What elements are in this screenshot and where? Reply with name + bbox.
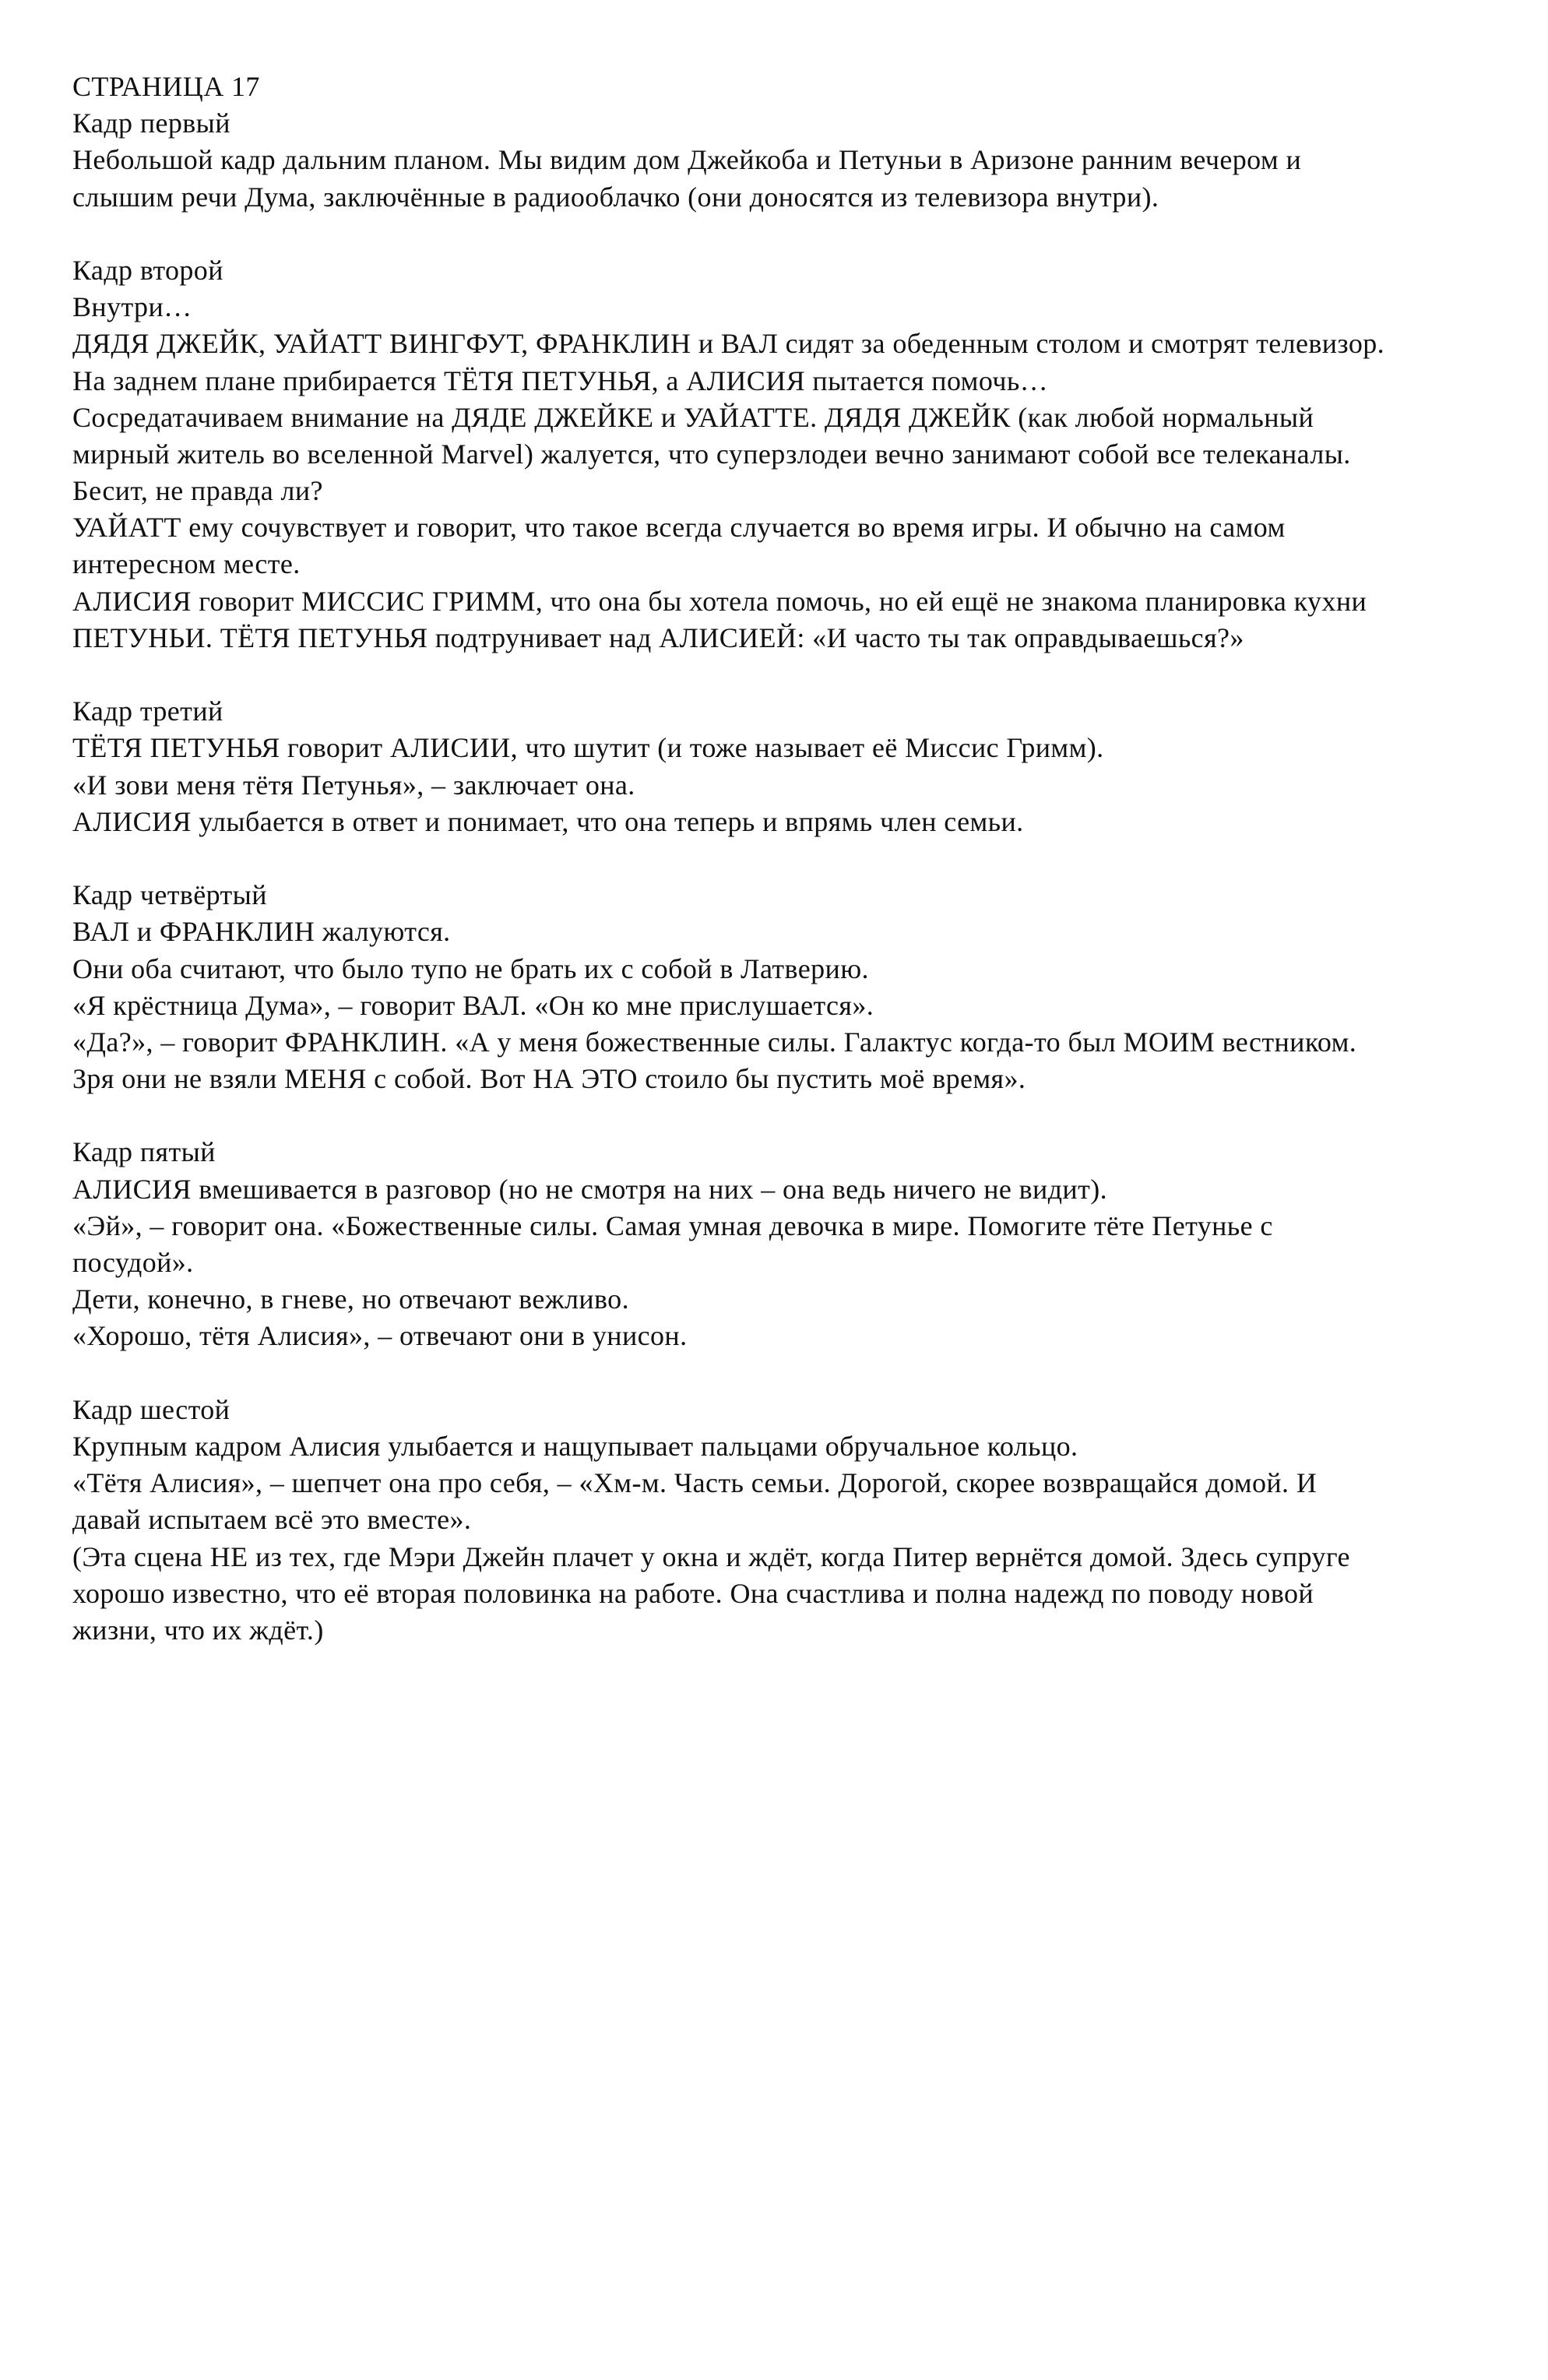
- blank-line: [72, 840, 1513, 877]
- panel-text-line: Бесит, не правда ли?: [72, 475, 323, 507]
- panel-text-line: ВАЛ и ФРАНКЛИН жалуются.: [72, 916, 451, 948]
- panel-text-line: (Эта сцена НЕ из тех, где Мэри Джейн плачет у окна и ждёт, когда Питер вернётся домой. Здесь супруге: [72, 1540, 1350, 1572]
- panel-text-line: «Тётя Алисия», – шепчет она про себя, – «Хм-м. Часть семьи. Дорогой, скорее возвращайся домой. И: [72, 1467, 1318, 1499]
- blank-line: [72, 216, 1513, 252]
- panel-text-line: УАЙАТТ ему сочувствует и говорит, что такое всегда случается во время игры. И обычно на самом: [72, 512, 1286, 544]
- panel-text-line: АЛИСИЯ вмешивается в разговор (но не смотря на них – она ведь ничего не видит).: [72, 1173, 1108, 1205]
- blank-line: [72, 1355, 1513, 1392]
- panel-text-line: Дети, конечно, в гневе, но отвечают вежливо.: [72, 1283, 629, 1315]
- panel-section: [72, 1134, 1513, 1354]
- panel-text-line: Внутри…: [72, 291, 192, 323]
- panel-heading: Кадр пятый: [72, 1136, 216, 1168]
- panel-section: [72, 693, 1513, 840]
- panel-text-line: «Я крёстница Дума», – говорит ВАЛ. «Он ко мне прислушается».: [72, 989, 874, 1021]
- panel-text-line: Сосредатачиваем внимание на ДЯДЕ ДЖЕЙКЕ и УАЙАТТЕ. ДЯДЯ ДЖЕЙК (как любой нормальный: [72, 401, 1314, 433]
- document-page: [72, 69, 1513, 1649]
- panel-text-line: жизни, что их ждёт.): [72, 1614, 324, 1646]
- panel-text-line: ПЕТУНЬИ. ТЁТЯ ПЕТУНЬЯ подтрунивает над АЛИСИЕЙ: «И часто ты так оправдываешься?»: [72, 621, 1244, 653]
- panel-section: [72, 252, 1513, 657]
- blank-line: [72, 657, 1513, 693]
- panel-heading: Кадр первый: [72, 107, 230, 139]
- panel-text-line: Зря они не взяли МЕНЯ с собой. Вот НА ЭТО стоило бы пустить моё время».: [72, 1063, 1026, 1095]
- panel-section: [72, 1392, 1513, 1649]
- panel-text-line: «Хорошо, тётя Алисия», – отвечают они в унисон.: [72, 1320, 688, 1352]
- panel-section: [72, 105, 1513, 216]
- panel-heading: Кадр шестой: [72, 1393, 230, 1425]
- panel-text-line: ДЯДЯ ДЖЕЙК, УАЙАТТ ВИНГФУТ, ФРАНКЛИН и ВАЛ сидят за обеденным столом и смотрят телевизор.: [72, 328, 1385, 360]
- page-title: СТРАНИЦА 17: [72, 71, 260, 102]
- panel-text-line: хорошо известно, что её вторая половинка на работе. Она счастлива и полна надежд по поводу новой: [72, 1577, 1314, 1609]
- panel-text-line: АЛИСИЯ говорит МИССИС ГРИММ, что она бы хотела помочь, но ей ещё не знакома планировка кухни: [72, 585, 1367, 617]
- panel-text-line: «Эй», – говорит она. «Божественные силы. Самая умная девочка в мире. Помогите тёте Петунье с: [72, 1209, 1273, 1241]
- panel-text-line: ТЁТЯ ПЕТУНЬЯ говорит АЛИСИИ, что шутит (и тоже называет её Миссис Гримм).: [72, 732, 1104, 764]
- panel-text-line: Небольшой кадр дальним планом. Мы видим дом Джейкоба и Петуньи в Аризоне ранним вечером и: [72, 144, 1302, 176]
- panel-heading: Кадр второй: [72, 254, 223, 286]
- panel-list: [72, 105, 1513, 1649]
- panel-section: [72, 877, 1513, 1097]
- panel-text-line: «Да?», – говорит ФРАНКЛИН. «А у меня божественные силы. Галактус когда-то был МОИМ вестником.: [72, 1026, 1357, 1058]
- panel-text-line: На заднем плане прибирается ТЁТЯ ПЕТУНЬЯ, а АЛИСИЯ пытается помочь…: [72, 364, 1049, 396]
- panel-text-line: посудой».: [72, 1247, 194, 1278]
- panel-heading: Кадр четвёртый: [72, 879, 267, 911]
- panel-text-line: мирный житель во вселенной Marvel) жалуется, что суперзлодеи вечно занимают собой все телеканалы.: [72, 438, 1351, 470]
- blank-line: [72, 1097, 1513, 1134]
- panel-text-line: слышим речи Дума, заключённые в радиооблачко (они доносятся из телевизора внутри).: [72, 181, 1159, 213]
- panel-text-line: Крупным кадром Алисия улыбается и нащупывает пальцами обручальное кольцо.: [72, 1430, 1078, 1462]
- panel-text-line: АЛИСИЯ улыбается в ответ и понимает, что она теперь и впрямь член семьи.: [72, 805, 1024, 837]
- panel-heading: Кадр третий: [72, 695, 223, 727]
- panel-text-line: давай испытаем всё это вместе».: [72, 1504, 472, 1536]
- panel-text-line: интересном месте.: [72, 548, 301, 580]
- panel-text-line: «И зови меня тётя Петунья», – заключает она.: [72, 769, 635, 801]
- panel-text-line: Они оба считают, что было тупо не брать их с собой в Латверию.: [72, 952, 869, 984]
